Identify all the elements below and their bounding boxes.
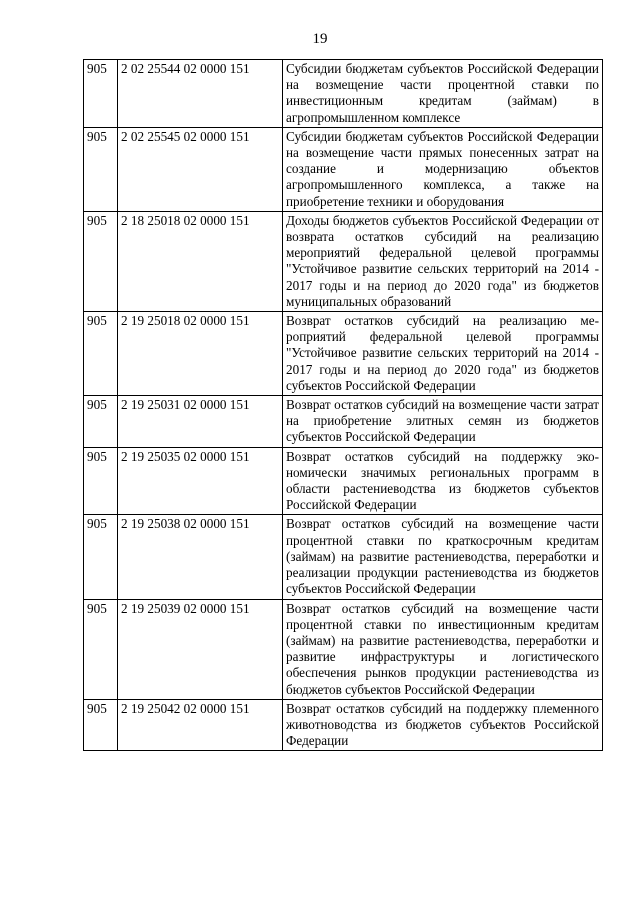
table-row <box>84 515 603 599</box>
table-row <box>84 312 603 396</box>
table-row <box>84 127 603 211</box>
admin-code-cell: 905 <box>84 447 118 515</box>
table-row <box>84 60 603 128</box>
budget-classification-table <box>83 59 603 751</box>
income-code-cell: 2 19 25042 02 0000 151 <box>118 699 283 751</box>
description-cell: Возврат остатков субсидий на реализацию мероприятий федеральной целевой программы "Устойчивое развитие сельских территорий на 2014 - 2017 годы и на период до 2020 года" из бюджетов субъектов Российской Федерации <box>283 312 603 396</box>
table-body <box>84 60 603 751</box>
description-cell: Субсидии бюджетам субъектов Российской Федерации на возмещение части прямых понесенных затрат на создание и модернизацию объектов агропромышленного комплекса, а также на приобретение техники и оборудования <box>283 127 603 211</box>
table-row <box>84 447 603 515</box>
description-cell: Возврат остатков субсидий на поддержку племенного животноводства из бюджетов субъектов Российской Федерации <box>283 699 603 751</box>
income-code-cell: 2 19 25039 02 0000 151 <box>118 599 283 699</box>
admin-code-cell: 905 <box>84 211 118 311</box>
description-cell: Доходы бюджетов субъектов Российской Федерации от возврата остатков субсидий на реализацию мероприятий федеральной целевой программы "Устойчивое развитие сельских территорий на 2014 - 2017 годы и на период до 2020 года" из бюджетов муниципальных образований <box>283 211 603 311</box>
admin-code-cell: 905 <box>84 515 118 599</box>
admin-code-cell: 905 <box>84 599 118 699</box>
description-cell: Возврат остатков субсидий на возмещение части процентной ставки по краткосрочным кредитам (займам) на развитие растениеводства, переработки и реализации продукции растениеводства из бюджетов субъектов Российской Федерации <box>283 515 603 599</box>
description-cell: Субсидии бюджетам субъектов Российской Федерации на возмещение части процентной ставки по инвестиционным кредитам (займам) в агропромышленном комплексе <box>283 60 603 128</box>
description-cell: Возврат остатков субсидий на поддержку экономически значимых региональных программ в области растениеводства из бюджетов субъектов Российской Федерации <box>283 447 603 515</box>
income-code-cell: 2 19 25035 02 0000 151 <box>118 447 283 515</box>
income-code-cell: 2 18 25018 02 0000 151 <box>118 211 283 311</box>
income-code-cell: 2 02 25544 02 0000 151 <box>118 60 283 128</box>
admin-code-cell: 905 <box>84 699 118 751</box>
table-row <box>84 599 603 699</box>
description-cell: Возврат остатков субсидий на возмещение части затрат на приобретение элитных семян из бюджетов субъектов Российской Федерации <box>283 396 603 448</box>
admin-code-cell: 905 <box>84 127 118 211</box>
income-code-cell: 2 19 25018 02 0000 151 <box>118 312 283 396</box>
table-row <box>84 396 603 448</box>
income-code-cell: 2 02 25545 02 0000 151 <box>118 127 283 211</box>
admin-code-cell: 905 <box>84 396 118 448</box>
description-cell: Возврат остатков субсидий на возмещение части процентной ставки по инвестиционным кредитам (займам) на развитие растениеводства, переработки и развитие инфраструктуры и логистического обеспечения рынков продукции растениеводства из бюджетов субъектов Российской Федерации <box>283 599 603 699</box>
page-number: 19 <box>312 31 328 47</box>
table-row <box>84 699 603 751</box>
income-code-cell: 2 19 25031 02 0000 151 <box>118 396 283 448</box>
income-code-cell: 2 19 25038 02 0000 151 <box>118 515 283 599</box>
table-row <box>84 211 603 311</box>
admin-code-cell: 905 <box>84 60 118 128</box>
admin-code-cell: 905 <box>84 312 118 396</box>
